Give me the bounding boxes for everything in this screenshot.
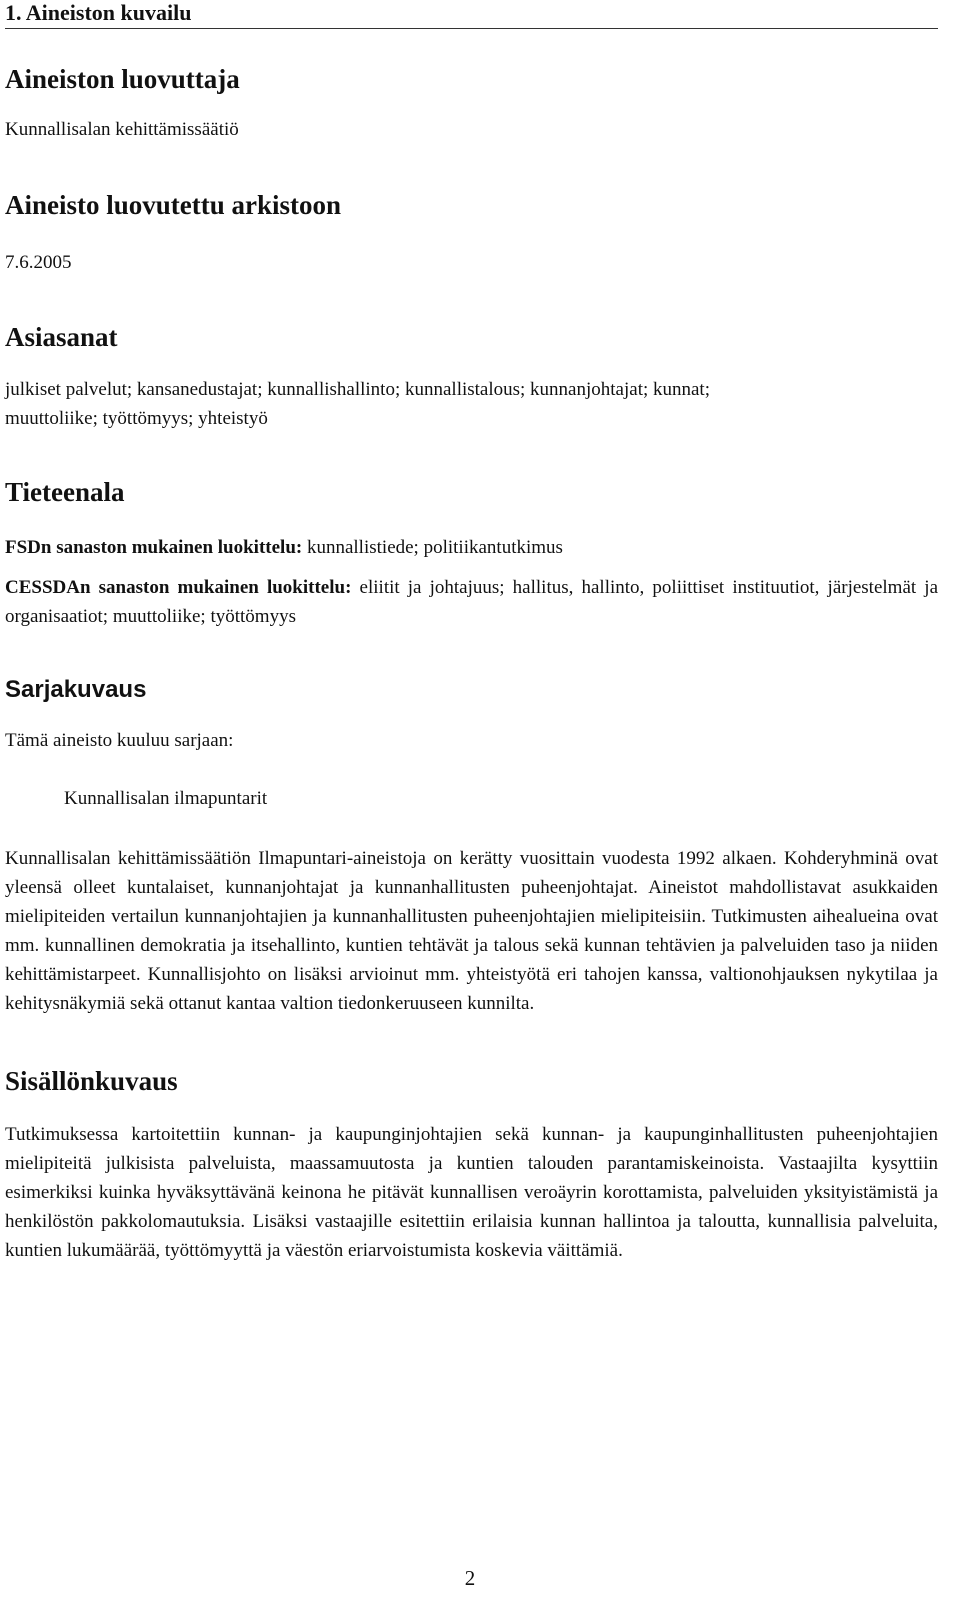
section-title-sarjakuvaus: Sarjakuvaus [5,676,147,703]
series-intro: Tämä aineisto kuuluu sarjaan: [5,730,234,751]
page-number: 2 [464,1566,476,1590]
series-description: Kunnallisalan kehittämissäätiön Ilmapuntari-aineistoja on kerätty vuosittain vuodesta 1992 alkaen. Kohderyhminä ovat yleensä olleet kuntalaiset, kunnanjohtajat ja kunnanhallitusten puheenjohtajat. Aineistot mahdollistavat asukkaiden mielipiteiden vertailun kunnanjohtajien ja kunnanhallitusten puheenjohtajien mielipiteisiin. Tutkimusten aihealueina ovat mm. kunnallinen demokratia ja itsehallinto, kuntien tehtävät ja talous sekä kunnan tehtävien ja palveluiden taso ja niiden kehittämistarpeet. Kunnallisjohto on lisäksi arvioinut mm. yhteistyötä eri tahojen kanssa, valtionohjauksen nykytilaa ja kehitysnäkymiä sekä ottanut kantaa valtion tiedonkeruuseen kunnilta. [5,848,938,1014]
cessda-classification [5,573,938,631]
cessda-label: CESSDAn sanaston mukainen luokittelu: [5,577,352,598]
chapter-heading: 1. Aineiston kuvailu [5,0,938,29]
section-title-asiasanat: Asiasanat [5,322,118,352]
luovutettu-date: 7.6.2005 [5,252,72,273]
series-name: Kunnallisalan ilmapuntarit [64,788,268,809]
fsd-label: FSDn sanaston mukainen luokittelu: [5,537,303,558]
asiasanat-text [5,375,938,433]
section-title-luovutettu: Aineisto luovutettu arkistoon [5,190,342,220]
section-title-sisalto: Sisällönkuvaus [5,1066,178,1096]
cessda-value: eliitit ja johtajuus; hallitus, hallinto, poliittiset instituutiot, järjestelmät ja organisaatiot; muuttoliike; työttömyys [5,577,938,627]
content-description: Tutkimuksessa kartoitettiin kunnan- ja kaupunginjohtajien sekä kunnan- ja kaupunginhallitusten puheenjohtajien mielipiteitä julkisista palveluista, maassamuutosta ja kuntien talouden parantamiskeinoista. Vastaajilta kysyttiin esimerkiksi kuinka hyväksyttävänä keinona he pitävät kunnallisen veroäyrin korottamista, palveluiden yksityistämistä ja henkilöstön pakkolomautuksia. Lisäksi vastaajille esitettiin erilaisia kunnan hallintoa ja taloutta, kunnallisia palveluita, kuntien lukumäärää, työttömyyttä ja väestön eriarvoistumista koskevia väittämiä. [5,1124,938,1261]
fsd-value: kunnallistiede; politiikantutkimus [302,537,563,558]
fsd-classification [5,533,938,562]
asiasanat-line-2: muuttoliike; työttömyys; yhteistyö [5,408,268,429]
asiasanat-line-1: julkiset palvelut; kansanedustajat; kunnallishallinto; kunnallistalous; kunnanjohtajat; kunnat; [5,379,710,400]
section-title-tieteenala: Tieteenala [5,477,125,507]
luovuttaja-text: Kunnallisalan kehittämissäätiö [5,119,239,140]
section-title-luovuttaja: Aineiston luovuttaja [5,64,240,94]
